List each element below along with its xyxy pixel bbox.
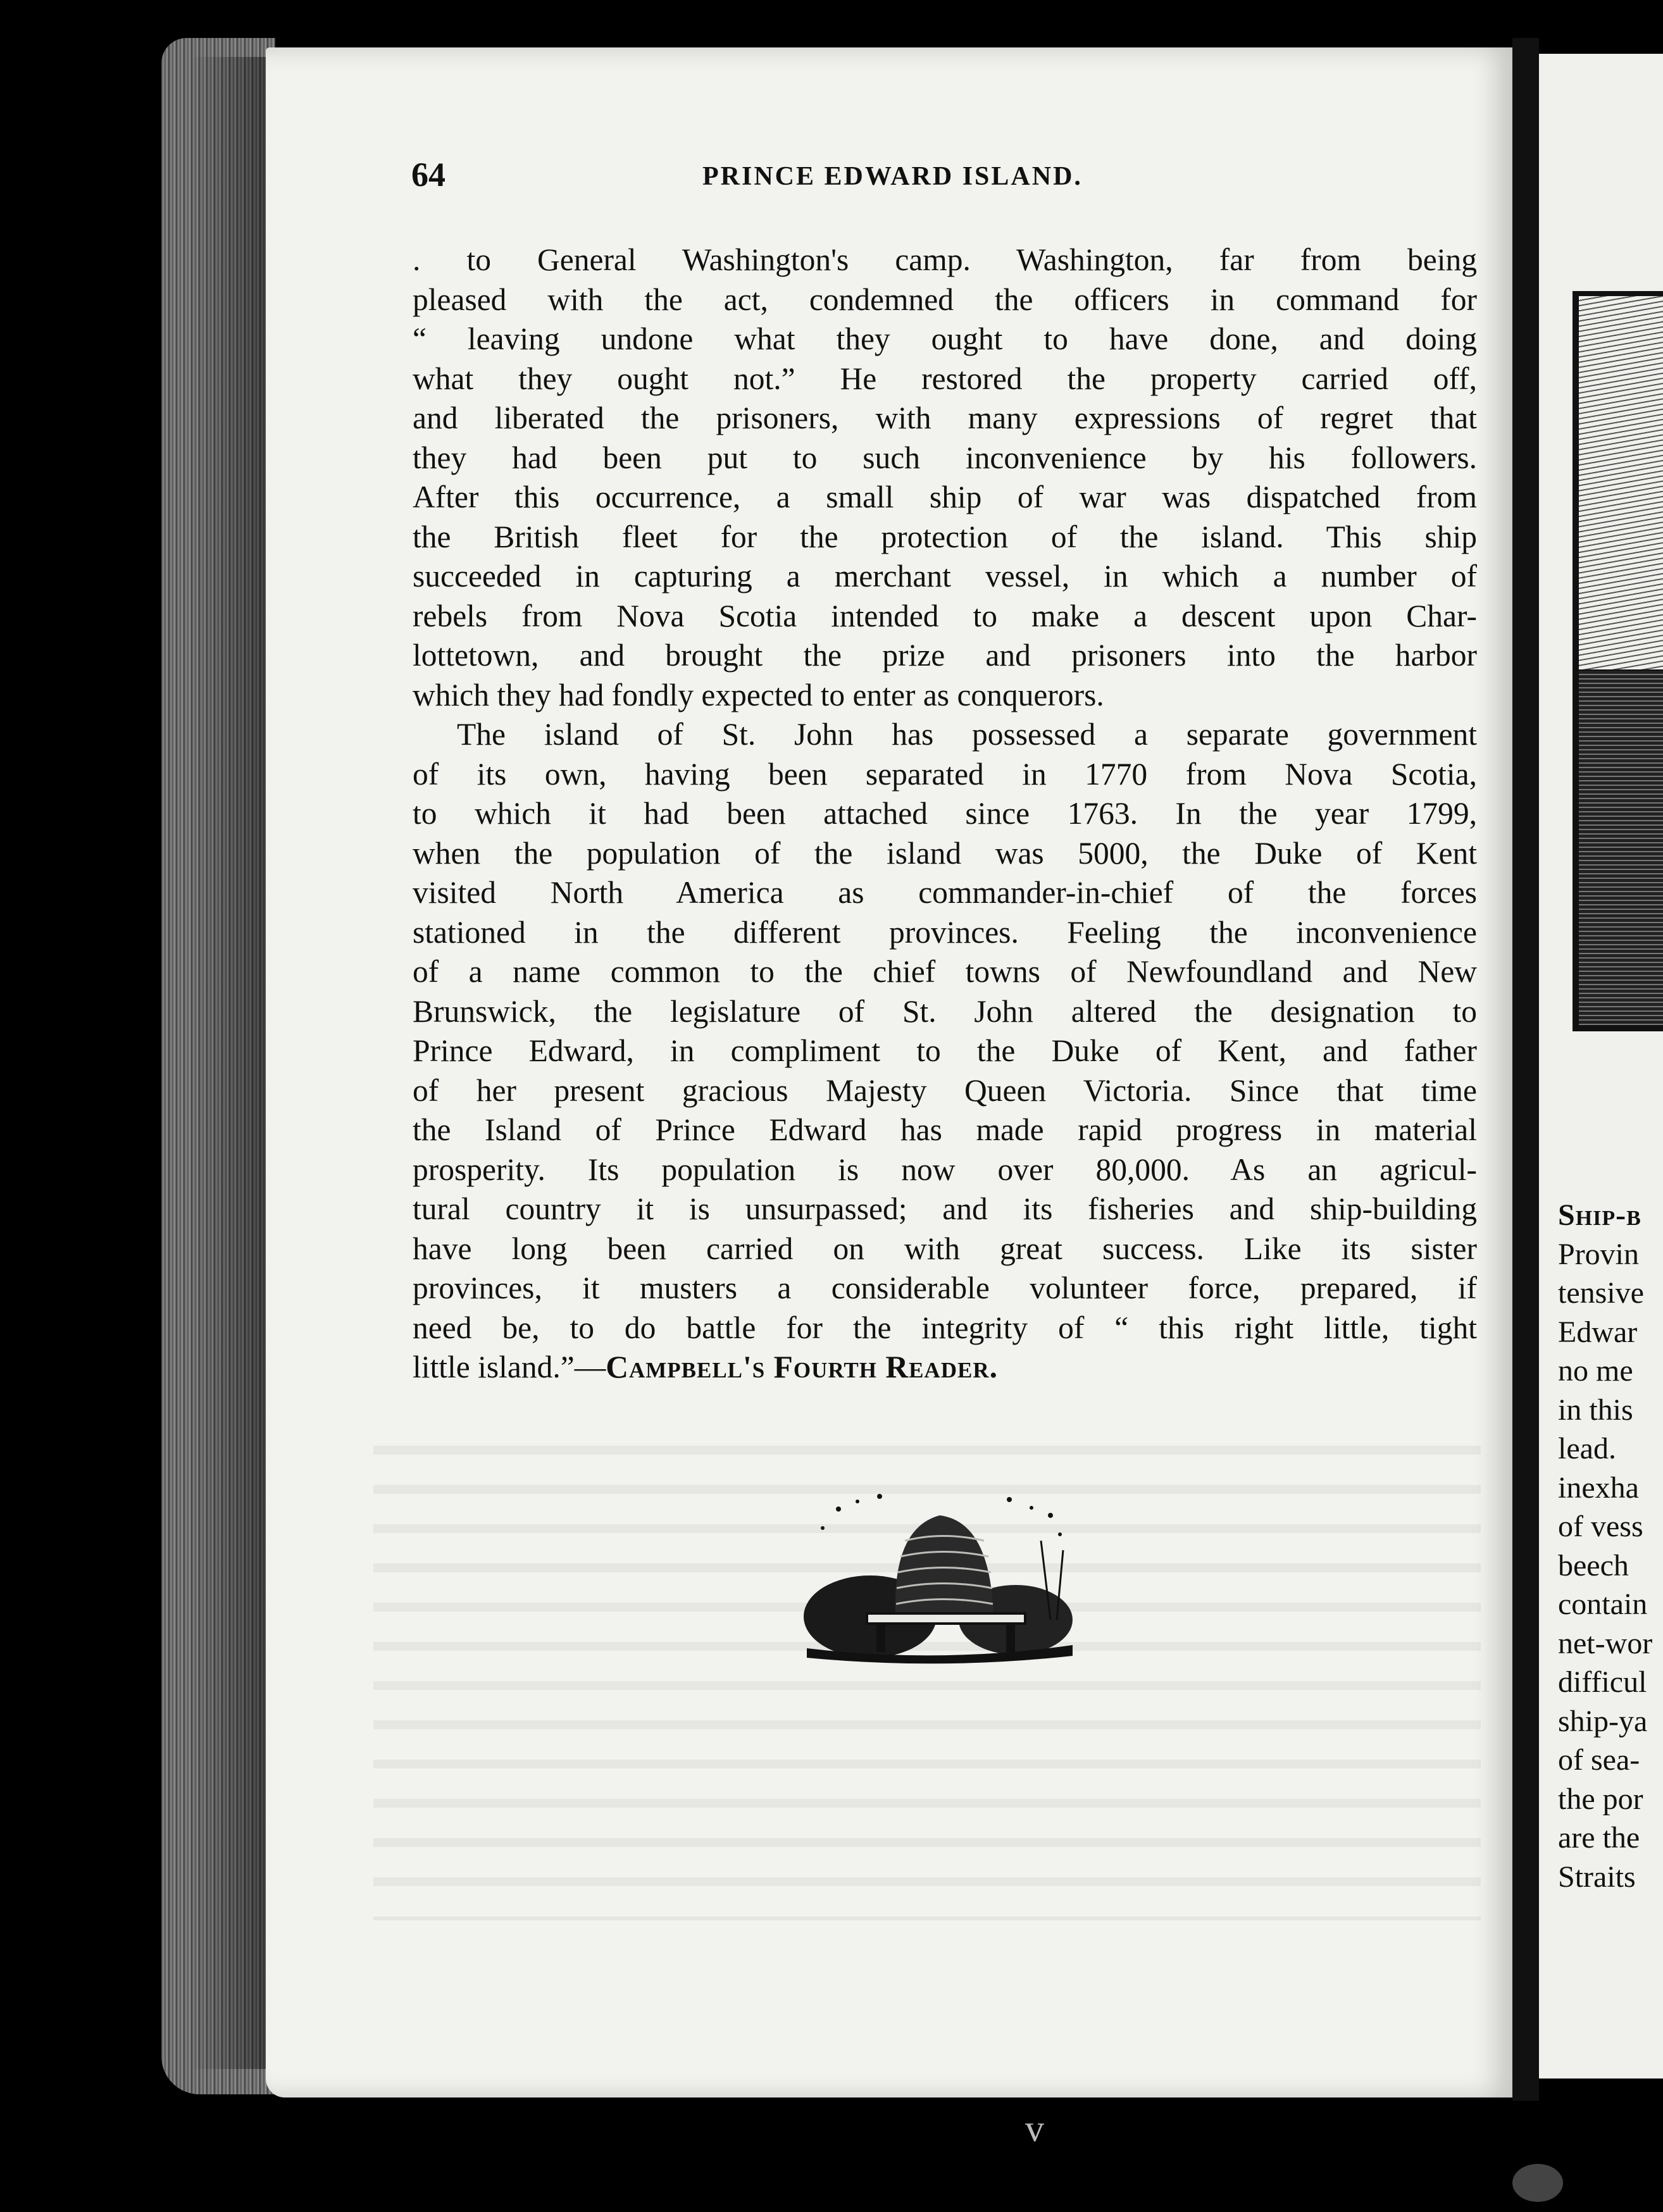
text-line: tural country it is unsurpassed; and its fisheries and ship-building (413, 1191, 1477, 1226)
right-text-line: inexha (1558, 1470, 1639, 1505)
final-line-text: little island.”— (413, 1350, 606, 1384)
text-line: “ leaving undone what they ought to have done, and doing (413, 321, 1477, 356)
right-text-line: no me (1558, 1354, 1633, 1388)
beehive-woodcut (800, 1490, 1079, 1667)
text-line: succeeded in capturing a merchant vessel, in which a number of (413, 559, 1477, 593)
text-line: of its own, having been separated in 1770 from Nova Scotia, (413, 756, 1477, 792)
corner-smudge (1512, 2164, 1563, 2202)
paragraph-start-line: The island of St. John has possessed a separate government (457, 717, 1477, 752)
right-text-line: tensive (1558, 1276, 1644, 1310)
right-text-line: Provin (1558, 1237, 1640, 1271)
text-line: After this occurrence, a small ship of war was dispatched from (413, 480, 1477, 514)
page-number: 64 (411, 156, 445, 194)
text-line: provinces, it musters a considerable volunteer force, prepared, if (413, 1271, 1477, 1305)
text-line: have long been carried on with great success. Like its sister (413, 1231, 1477, 1266)
body-text (413, 240, 1477, 1388)
bottom-mark: v (1025, 2108, 1044, 2149)
running-title: PRINCE EDWARD ISLAND. (702, 162, 1083, 191)
text-line: what they ought not.” He restored the property carried off, (413, 361, 1477, 396)
right-text-line: are the (1558, 1821, 1640, 1855)
right-text-line: Straits (1558, 1860, 1636, 1894)
right-page-engraving (1573, 291, 1663, 1031)
right-text-line: of sea- (1558, 1743, 1640, 1777)
text-line: need be, to do battle for the integrity of “ this right little, tight (413, 1310, 1477, 1345)
book-gutter (1512, 38, 1539, 2101)
text-line: they had been put to such inconvenience by his followers. (413, 440, 1477, 475)
text-line: of a name common to the chief towns of Newfoundland and New (413, 954, 1477, 989)
right-text-line: of vess (1558, 1510, 1643, 1543)
text-line: the British fleet for the protection of the island. This ship (413, 519, 1477, 554)
engraving-water (1579, 671, 1663, 1025)
right-text-line: the por (1558, 1782, 1643, 1816)
right-text-line: difficul (1558, 1665, 1647, 1699)
text-line: pleased with the act, condemned the officers in command for (413, 282, 1477, 317)
text-line: Brunswick, the legislature of St. John altered the designation to (413, 993, 1477, 1029)
right-text-line: lead. (1558, 1432, 1616, 1465)
text-line: visited North America as commander-in-chief of the forces (413, 875, 1477, 910)
text-line: prosperity. Its population is now over 80,000. As an agricul- (413, 1152, 1477, 1187)
text-line: and liberated the prisoners, with many expressions of regret that (413, 401, 1477, 435)
text-line: to which it had been attached since 1763. In the year 1799, (413, 796, 1477, 831)
text-line: when the population of the island was 5000, the Duke of Kent (413, 835, 1477, 871)
right-text-line: ship-ya (1558, 1704, 1648, 1738)
engraving-sky (1579, 296, 1663, 669)
right-text-line: net-wor (1558, 1626, 1653, 1660)
text-line: of her present gracious Majesty Queen Victoria. Since that time (413, 1072, 1477, 1108)
text-line: . to General Washington's camp. Washington, far from being (413, 242, 1477, 277)
source-attribution: Campbell's Fourth Reader. (606, 1350, 998, 1384)
right-text-line: contain (1558, 1588, 1648, 1621)
running-head (411, 155, 1481, 199)
text-line: which they had fondly expected to enter as conquerors. (413, 677, 1104, 712)
right-text-line: in this (1558, 1393, 1633, 1427)
text-line: stationed in the different provinces. Feeling the inconvenience (413, 914, 1477, 950)
text-line: Prince Edward, in compliment to the Duke of Kent, and father (413, 1033, 1477, 1068)
right-text-line: Ship-b (1558, 1198, 1641, 1232)
text-line: the Island of Prince Edward has made rapid progress in material (413, 1112, 1477, 1147)
right-text-line: beech (1558, 1548, 1629, 1582)
right-text-line: Edwar (1558, 1315, 1638, 1349)
final-text-line (413, 1348, 1477, 1388)
text-line: lottetown, and brought the prize and prisoners into the harbor (413, 638, 1477, 673)
text-line: rebels from Nova Scotia intended to make a descent upon Char- (413, 598, 1477, 633)
right-page-text (1558, 1196, 1663, 1896)
